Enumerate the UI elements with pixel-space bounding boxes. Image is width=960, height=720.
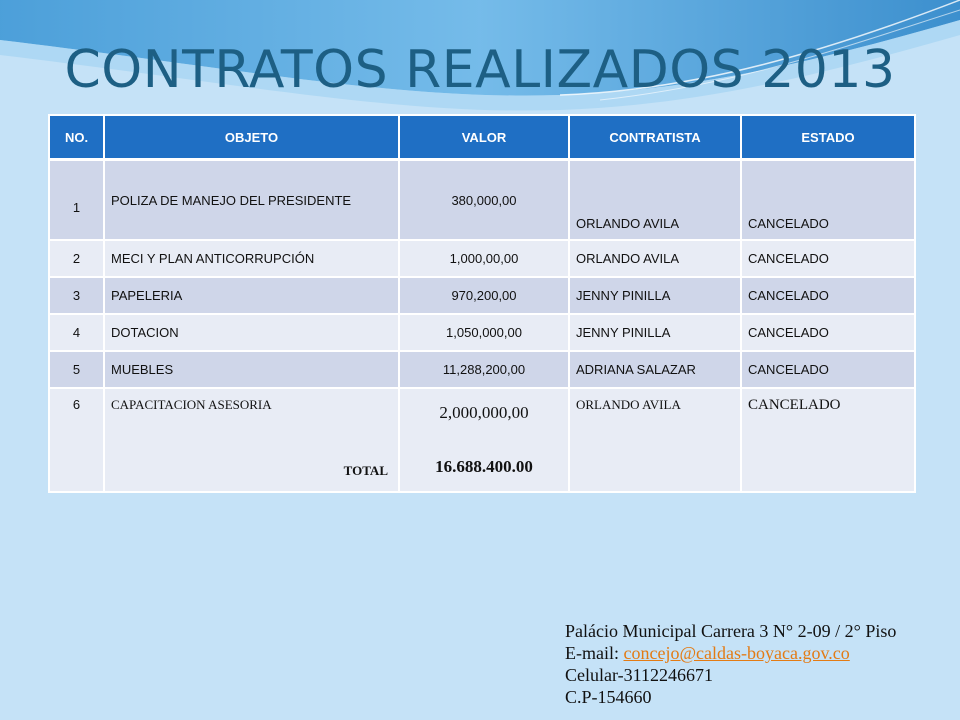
cell-no: 6 xyxy=(49,388,104,492)
page-title: CONTRATOS REALIZADOS 2013 xyxy=(64,40,896,100)
cell-contratista: JENNY PINILLA xyxy=(569,277,741,314)
cell-no: 1 xyxy=(49,160,104,241)
footer-postal: C.P-154660 xyxy=(565,687,652,707)
contact-footer xyxy=(565,620,896,708)
table-row xyxy=(49,160,915,241)
table-row xyxy=(49,277,915,314)
cell-no: 4 xyxy=(49,314,104,351)
cell-no: 3 xyxy=(49,277,104,314)
cell-objeto: POLIZA DE MANEJO DEL PRESIDENTE xyxy=(104,160,399,241)
total-value: 16.688.400.00 xyxy=(435,457,533,476)
cell-valor: 970,200,00 xyxy=(399,277,569,314)
cell-objeto xyxy=(104,388,399,492)
contracts-table xyxy=(48,114,916,493)
cell-valor-text: 2,000,000,00 xyxy=(439,403,529,422)
header-contratista: CONTRATISTA xyxy=(569,115,741,160)
cell-estado: CANCELADO xyxy=(741,388,915,492)
total-label: TOTAL xyxy=(343,463,388,478)
cell-valor: 380,000,00 xyxy=(399,160,569,241)
cell-estado: CANCELADO xyxy=(741,160,915,241)
cell-objeto: PAPELERIA xyxy=(104,277,399,314)
cell-objeto-text: CAPACITACION ASESORIA xyxy=(111,397,272,412)
cell-estado: CANCELADO xyxy=(741,277,915,314)
table-row xyxy=(49,314,915,351)
table-row xyxy=(49,351,915,388)
cell-objeto: MUEBLES xyxy=(104,351,399,388)
cell-contratista: ORLANDO AVILA xyxy=(569,160,741,241)
cell-contratista: ORLANDO AVILA xyxy=(569,388,741,492)
cell-estado: CANCELADO xyxy=(741,240,915,277)
header-estado: ESTADO xyxy=(741,115,915,160)
header-no: NO. xyxy=(49,115,104,160)
footer-address: Palácio Municipal Carrera 3 N° 2-09 / 2° Piso xyxy=(565,621,897,641)
cell-valor: 1,050,000,00 xyxy=(399,314,569,351)
cell-valor: 1,000,00,00 xyxy=(399,240,569,277)
footer-email-line xyxy=(565,642,896,664)
cell-no: 2 xyxy=(49,240,104,277)
cell-contratista: ORLANDO AVILA xyxy=(569,240,741,277)
cell-contratista: ADRIANA SALAZAR xyxy=(569,351,741,388)
cell-valor xyxy=(399,388,569,492)
footer-email-label: E-mail: xyxy=(565,643,624,663)
cell-valor: 11,288,200,00 xyxy=(399,351,569,388)
cell-contratista: JENNY PINILLA xyxy=(569,314,741,351)
table-header-row xyxy=(49,115,915,160)
header-objeto: OBJETO xyxy=(104,115,399,160)
footer-email-link[interactable]: concejo@caldas-boyaca.gov.co xyxy=(623,643,850,663)
header-valor: VALOR xyxy=(399,115,569,160)
cell-objeto: MECI Y PLAN ANTICORRUPCIÓN xyxy=(104,240,399,277)
cell-estado: CANCELADO xyxy=(741,314,915,351)
cell-no: 5 xyxy=(49,351,104,388)
cell-objeto: DOTACION xyxy=(104,314,399,351)
cell-estado: CANCELADO xyxy=(741,351,915,388)
table-row xyxy=(49,388,915,492)
footer-phone: Celular-3112246671 xyxy=(565,665,713,685)
table-row xyxy=(49,240,915,277)
